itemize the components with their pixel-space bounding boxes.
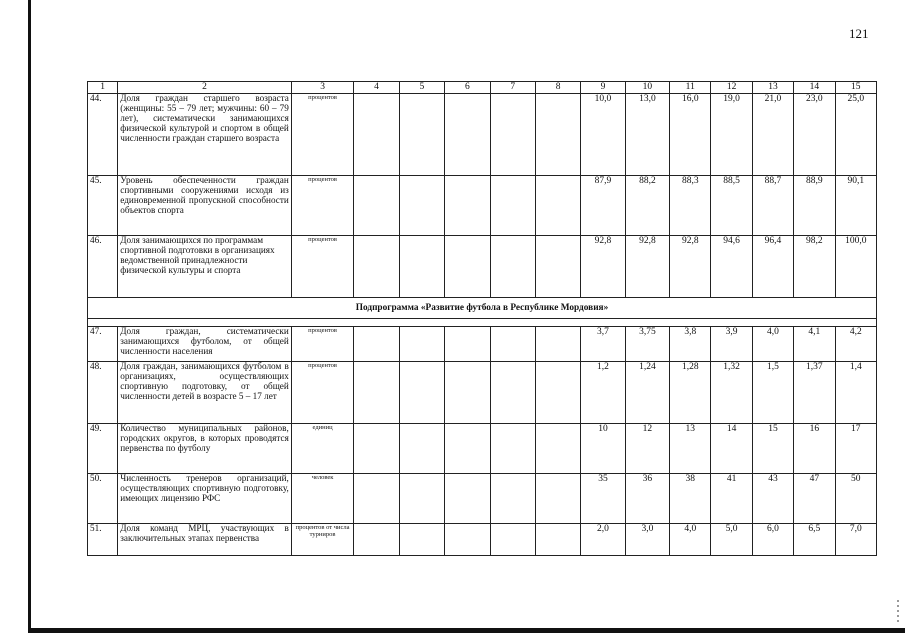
value-cell: 1,4: [835, 362, 876, 424]
value-cell: [399, 424, 444, 474]
value-cell: [535, 524, 580, 556]
value-cell: 50: [835, 474, 876, 524]
indicator-name: Уровень обеспеченности граждан спортивными сооружениями исходя из единовременной пропускной способности объектов спорта: [118, 176, 292, 236]
indicator-name: Количество муниципальных районов, городских округов, в которых проводятся первенства по футболу: [118, 424, 292, 474]
indicator-name: Численность тренеров организаций, осуществляющих спортивную подготовку, имеющих лицензию РФС: [118, 474, 292, 524]
row-number: 51.: [88, 524, 118, 556]
value-cell: 16,0: [670, 94, 711, 176]
value-cell: 1,32: [711, 362, 752, 424]
unit-cell: процентов от числа турниров: [291, 524, 354, 556]
value-cell: [445, 236, 490, 298]
unit-cell: процентов: [291, 94, 354, 176]
value-cell: 4,0: [670, 524, 711, 556]
value-cell: 92,8: [670, 236, 711, 298]
value-cell: [490, 327, 535, 362]
value-cell: 4,0: [752, 327, 793, 362]
value-cell: 4,1: [794, 327, 835, 362]
header-cell: 8: [535, 82, 580, 94]
header-cell: 6: [445, 82, 490, 94]
value-cell: [490, 176, 535, 236]
value-cell: 1,2: [581, 362, 625, 424]
value-cell: [445, 362, 490, 424]
table-row: [88, 176, 877, 236]
value-cell: [535, 94, 580, 176]
value-cell: 88,3: [670, 176, 711, 236]
value-cell: 90,1: [835, 176, 876, 236]
value-cell: 1,24: [625, 362, 669, 424]
value-cell: 100,0: [835, 236, 876, 298]
scan-left-edge: [28, 0, 31, 633]
value-cell: [490, 236, 535, 298]
value-cell: [354, 327, 399, 362]
value-cell: 21,0: [752, 94, 793, 176]
value-cell: [399, 176, 444, 236]
value-cell: [399, 474, 444, 524]
table-row: [88, 327, 877, 362]
unit-cell: процентов: [291, 236, 354, 298]
unit-cell: процентов: [291, 327, 354, 362]
value-cell: [490, 524, 535, 556]
value-cell: [490, 424, 535, 474]
row-number: 47.: [88, 327, 118, 362]
value-cell: [399, 327, 444, 362]
value-cell: 6,5: [794, 524, 835, 556]
header-cell: 14: [794, 82, 835, 94]
scan-edge-marks: [897, 600, 899, 622]
header-cell: 15: [835, 82, 876, 94]
value-cell: [399, 236, 444, 298]
value-cell: 12: [625, 424, 669, 474]
value-cell: 14: [711, 424, 752, 474]
value-cell: [535, 236, 580, 298]
header-cell: 4: [354, 82, 399, 94]
indicator-name: Доля граждан, занимающихся футболом в организациях, осуществляющих спортивную подготовку, от общей численности детей в возрасте 5 – 17 лет: [118, 362, 292, 424]
value-cell: [399, 362, 444, 424]
header-cell: 2: [118, 82, 292, 94]
unit-cell: процентов: [291, 362, 354, 424]
value-cell: 2,0: [581, 524, 625, 556]
value-cell: 1,28: [670, 362, 711, 424]
value-cell: 15: [752, 424, 793, 474]
value-cell: 6,0: [752, 524, 793, 556]
row-number: 48.: [88, 362, 118, 424]
header-cell: 13: [752, 82, 793, 94]
value-cell: 88,5: [711, 176, 752, 236]
table-row: [88, 474, 877, 524]
value-cell: [354, 94, 399, 176]
value-cell: 23,0: [794, 94, 835, 176]
value-cell: 88,7: [752, 176, 793, 236]
value-cell: 7,0: [835, 524, 876, 556]
indicator-name: Доля граждан старшего возраста (женщины: 55 – 79 лет; мужчины: 60 – 79 лет), систематически занимающихся физической культурой и спортом в общей численности граждан старшего возраста: [118, 94, 292, 176]
value-cell: [535, 327, 580, 362]
value-cell: 92,8: [625, 236, 669, 298]
value-cell: 10: [581, 424, 625, 474]
value-cell: 13: [670, 424, 711, 474]
header-cell: 9: [581, 82, 625, 94]
value-cell: 43: [752, 474, 793, 524]
value-cell: [490, 362, 535, 424]
value-cell: 87,9: [581, 176, 625, 236]
value-cell: [354, 524, 399, 556]
scan-bottom-edge: [28, 628, 905, 633]
value-cell: 3,75: [625, 327, 669, 362]
header-cell: 10: [625, 82, 669, 94]
value-cell: [399, 94, 444, 176]
unit-cell: единиц: [291, 424, 354, 474]
value-cell: 3,7: [581, 327, 625, 362]
value-cell: 98,2: [794, 236, 835, 298]
value-cell: 25,0: [835, 94, 876, 176]
row-number: 50.: [88, 474, 118, 524]
value-cell: [490, 474, 535, 524]
indicator-name: Доля занимающихся по программам спортивной подготовки в организациях ведомственной принадлежности физической культуры и спорта: [118, 236, 292, 298]
value-cell: 36: [625, 474, 669, 524]
unit-cell: человек: [291, 474, 354, 524]
row-number: 45.: [88, 176, 118, 236]
value-cell: 13,0: [625, 94, 669, 176]
table-row: [88, 236, 877, 298]
value-cell: 94,6: [711, 236, 752, 298]
indicator-name: Доля граждан, систематически занимающихся футболом, от общей численности населения: [118, 327, 292, 362]
value-cell: 35: [581, 474, 625, 524]
value-cell: 1,37: [794, 362, 835, 424]
value-cell: [354, 362, 399, 424]
header-cell: 3: [291, 82, 354, 94]
value-cell: [445, 474, 490, 524]
value-cell: 3,8: [670, 327, 711, 362]
table-row: [88, 524, 877, 556]
header-cell: 11: [670, 82, 711, 94]
value-cell: 19,0: [711, 94, 752, 176]
value-cell: [445, 524, 490, 556]
header-cell: 5: [399, 82, 444, 94]
value-cell: [445, 327, 490, 362]
value-cell: [445, 424, 490, 474]
value-cell: [354, 474, 399, 524]
header-cell: 12: [711, 82, 752, 94]
value-cell: [535, 362, 580, 424]
row-number: 44.: [88, 94, 118, 176]
value-cell: [535, 474, 580, 524]
value-cell: [399, 524, 444, 556]
value-cell: 96,4: [752, 236, 793, 298]
page-number: 121: [849, 26, 869, 41]
value-cell: [490, 94, 535, 176]
value-cell: [354, 424, 399, 474]
value-cell: 41: [711, 474, 752, 524]
value-cell: [445, 94, 490, 176]
indicators-table: [87, 81, 877, 556]
subprogram-title: Подпрограмма «Развитие футбола в Республике Мордовия»: [88, 298, 877, 319]
table-row: [88, 362, 877, 424]
value-cell: 88,2: [625, 176, 669, 236]
value-cell: 16: [794, 424, 835, 474]
value-cell: 88,9: [794, 176, 835, 236]
value-cell: 5,0: [711, 524, 752, 556]
value-cell: [535, 176, 580, 236]
value-cell: [354, 236, 399, 298]
value-cell: 17: [835, 424, 876, 474]
header-cell: 1: [88, 82, 118, 94]
value-cell: 92,8: [581, 236, 625, 298]
header-row: [88, 82, 877, 94]
value-cell: [535, 424, 580, 474]
subprogram-row: [88, 298, 877, 319]
value-cell: 38: [670, 474, 711, 524]
header-cell: 7: [490, 82, 535, 94]
value-cell: 47: [794, 474, 835, 524]
indicator-name: Доля команд МРЦ, участвующих в заключительных этапах первенства: [118, 524, 292, 556]
row-number: 46.: [88, 236, 118, 298]
value-cell: [445, 176, 490, 236]
unit-cell: процентов: [291, 176, 354, 236]
value-cell: [354, 176, 399, 236]
row-number: 49.: [88, 424, 118, 474]
value-cell: 1,5: [752, 362, 793, 424]
value-cell: 3,9: [711, 327, 752, 362]
value-cell: 10,0: [581, 94, 625, 176]
value-cell: 4,2: [835, 327, 876, 362]
value-cell: 3,0: [625, 524, 669, 556]
table-row: [88, 94, 877, 176]
table-row: [88, 424, 877, 474]
